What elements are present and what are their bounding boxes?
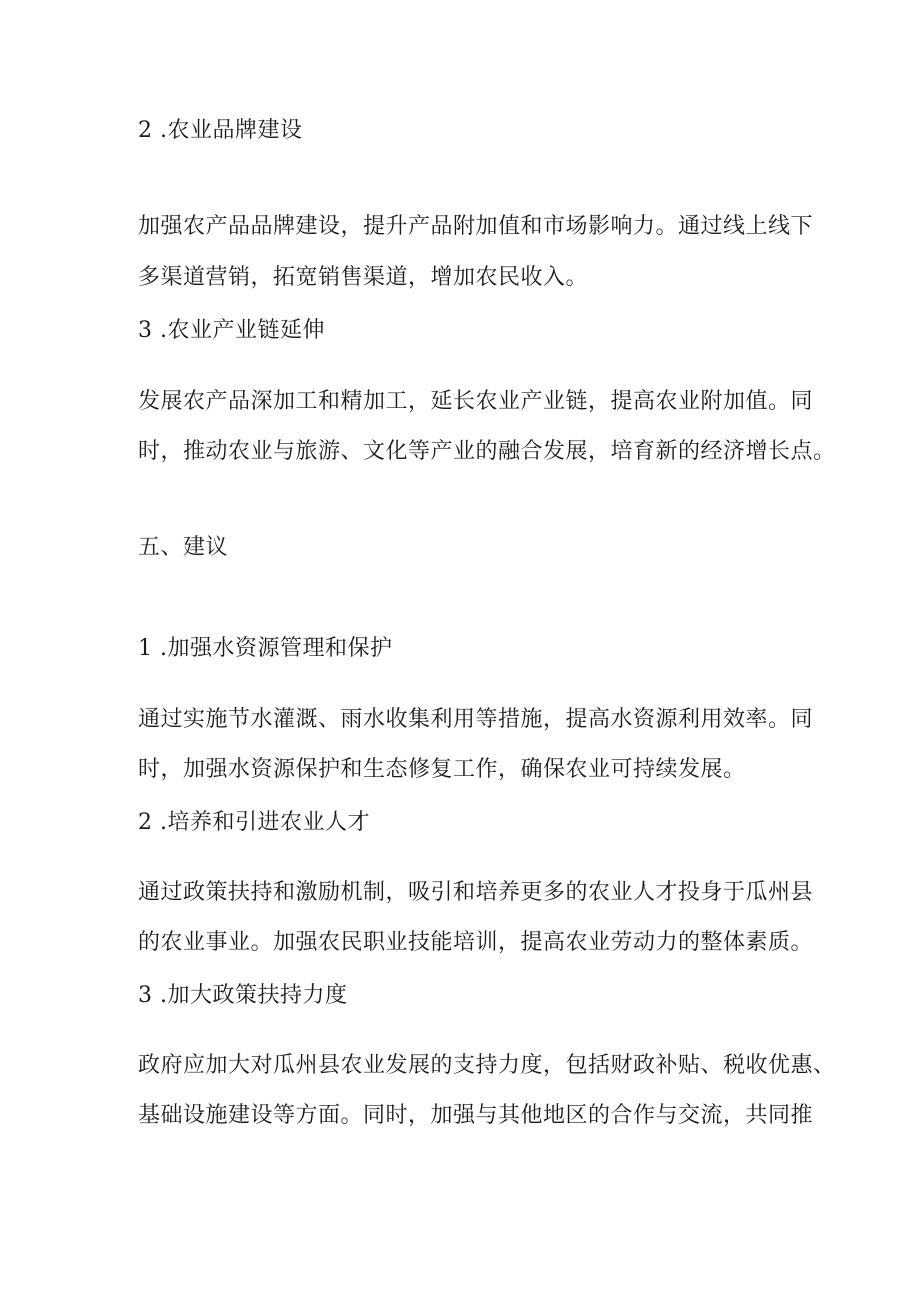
paragraph-line: 基础设施建设等方面。同时，加强与其他地区的合作与交流，共同推 <box>138 1103 814 1128</box>
heading-agri-brand: 2 .农业品牌建设 <box>138 118 303 143</box>
paragraph-line: 通过实施节水灌溉、雨水收集利用等措施，提高水资源利用效率。同 <box>138 707 814 732</box>
paragraph-line: 多渠道营销，拓宽销售渠道，增加农民收入。 <box>138 265 589 290</box>
heading-policy-support: 3 .加大政策扶持力度 <box>138 983 348 1008</box>
paragraph-line: 通过政策扶持和激励机制，吸引和培养更多的农业人才投身于瓜州县 <box>138 880 814 905</box>
paragraph-line: 发展农产品深加工和精加工，延长农业产业链，提高农业附加值。同 <box>138 389 814 414</box>
paragraph-line: 时，推动农业与旅游、文化等产业的融合发展，培育新的经济增长点。 <box>138 439 836 464</box>
heading-talent: 2 .培养和引进农业人才 <box>138 810 370 835</box>
paragraph-line: 的农业事业。加强农民职业技能培训，提高农业劳动力的整体素质。 <box>138 930 814 955</box>
heading-industry-chain: 3 .农业产业链延伸 <box>138 318 325 343</box>
heading-water-resources: 1 .加强水资源管理和保护 <box>138 636 393 661</box>
paragraph-line: 时，加强水资源保护和生态修复工作，确保农业可持续发展。 <box>138 757 746 782</box>
paragraph-line: 政府应加大对瓜州县农业发展的支持力度，包括财政补贴、税收优惠、 <box>138 1053 836 1078</box>
section-title-recommendations: 五、建议 <box>138 535 229 560</box>
paragraph-line: 加强农产品品牌建设，提升产品附加值和市场影响力。通过线上线下 <box>138 214 814 239</box>
